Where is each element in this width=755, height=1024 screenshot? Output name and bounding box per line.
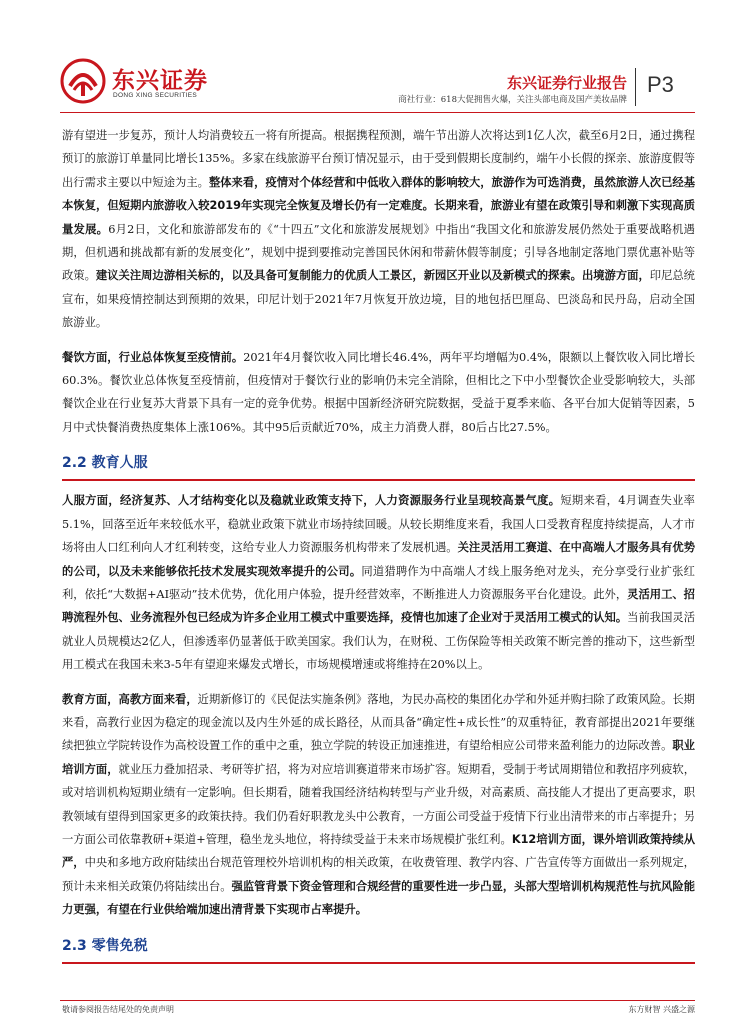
paragraph-catering: [62, 346, 695, 440]
company-logo: [60, 52, 250, 112]
emphasis-text: 餐饮方面，行业总体恢复至疫情前。: [62, 350, 244, 364]
body-text: 短期来看，4月调查失业率5.1%，回落至近年来较低水平，稳就业政策下就业市场持续回暖。从较长期维度来看，我国人口受教育程度持续提高，人才市场将由人口红利向人才红利转变，这给专业人力资源服务机构带来了发展机遇。: [62, 494, 695, 555]
logo-text-en: DONG XING SECURITIES: [113, 92, 198, 99]
report-title: 东兴证券行业报告: [506, 74, 627, 92]
footer-disclaimer: 敬请参阅报告结尾处的免责声明: [62, 1005, 174, 1014]
section-heading-retail-dutyfree: 2.3 零售免税: [62, 937, 148, 954]
emphasis-text: 建议关注周边游相关标的，以及具备可复制能力的优质人工景区，新园区开业以及新模式的探索。出境游方面，: [95, 269, 650, 283]
report-subtitle: 商社行业：618大促拥售火爆，关注头部电商及国产美妆品牌: [398, 95, 627, 105]
body-text: 6月2日，文化和旅游部发布的《“十四五”文化和旅游发展规划》中指出“我国文化和旅游发展仍然处于重要战略机遇期，但机遇和挑战都有新的发展变化”，规划中提到要推动完善国民休闲和带薪休假等制度；引导各地制定落地门票优惠补贴等政策。: [62, 222, 695, 283]
emphasis-text: 人服方面，经济复苏、人才结构变化以及稳就业政策支持下，人力资源服务行业呈现较高景气度。: [62, 494, 561, 508]
emphasis-text: 关注灵活用工赛道、在中高端人才服务具有优势的公司，以及未来能够依托技术发展实现效率提升的公司。: [62, 541, 695, 578]
emphasis-text: 职业培训方面，: [62, 739, 695, 776]
paragraph-tourism: [62, 124, 695, 335]
section-heading-rule: [62, 962, 695, 964]
dongxing-logo-icon: [60, 58, 106, 104]
page-header: [0, 0, 755, 118]
body-text: 同道猎聘作为中高端人才线上服务绝对龙头，充分享受行业扩张红利，依托“大数据+AI驱动”技术优势，优化用户体验，提升经营效率，不断推进人力资源服务平台化建设。此外，: [62, 564, 695, 601]
body-text: 印尼总统宣布，如果疫情控制达到预期的效果，印尼计划于2021年7月恢复开放边境，目的地包括巴厘岛、巴淡岛和民丹岛，启动全国旅游业。: [62, 269, 695, 330]
footer-rule: [60, 1000, 695, 1001]
body-text: 中央和多地方政府陆续出台规范管理校外培训机构的相关政策，在收费管理、教学内容、广告宣传等方面做出一系列规定，预计未来相关政策仍将陆续出台。: [62, 856, 695, 893]
emphasis-text: 灵活用工、招聘流程外包、业务流程外包已经成为许多企业用工模式中重要选择，疫情也加速了企业对于灵活用工模式的认知。: [62, 587, 695, 625]
paragraph-hr-services: [62, 489, 695, 676]
body-text: 就业压力叠加招录、考研等扩招，将为对应培训赛道带来市场扩容。短期看，受制于考试周期错位和教招序列疲软，或对培训机构短期业绩有一定影响。但长期看，随着我国经济结构转型与产业升级，对高素质、高技能人才提出了更高要求，职教领域有望得到国家更多的政策扶持。我们仍看好职教龙头中公教育，一方面公司受益于疫情下行业出清带来的市占率提升；另一方面公司依靠教研+渠道+管理，稳坐龙头地位，将持续受益于未来市场规模扩张红利。: [62, 762, 695, 846]
emphasis-text: 强监管背景下资金管理和合规经营的重要性进一步凸显，头部大型培训机构规范性与抗风险能力更强，有望在行业供给端加速出清背景下实现市占率提升。: [62, 879, 695, 917]
section-heading-education-hr: 2.2 教育人服: [62, 455, 148, 472]
report-body: [62, 124, 695, 972]
emphasis-text: K12培训方面，课外培训政策持续从严，: [62, 832, 696, 870]
section-heading-rule: [62, 479, 695, 481]
page-number: P3: [647, 72, 674, 97]
body-text: 游有望进一步复苏，预计人均消费较五一将有所提高。根据携程预测，端午节出游人次将达到1亿人次，截至6月2日，通过携程预订的旅游订单量同比增长135%。多家在线旅游平台预订情况显示，由于受到假期长度制约，端午小长假的探亲、旅游度假等出行需求主要以中短途为主。: [62, 129, 695, 189]
footer-slogan: 东方财智 兴盛之源: [628, 1005, 695, 1014]
body-text: 当前我国灵活就业人员规模达2亿人，但渗透率仍显著低于欧美国家。我们认为，在财税、工伤保险等相关政策不断完善的推动下，这些新型用工模式在我国未来3-5年有望迎来爆发式增长，市场规模增速或将维持在20%以上。: [62, 611, 695, 672]
logo-text-cn: 东兴证券: [112, 68, 208, 94]
body-text: 近期新修订的《民促法实施条例》落地，为民办高校的集团化办学和外延并购扫除了政策风险。长期来看，高教行业因为稳定的现金流以及内生外延的成长路径，从而具备“确定性+成长性”的双重特征，教育部提出2021年要继续把独立学院转设作为高校设置工作的重中之重，独立学院的转设正加速推进，有望给相应公司带来盈利能力的边际改善。: [62, 692, 695, 753]
body-text: 2021年4月餐饮收入同比增长46.4%，两年平均增幅为0.4%，限额以上餐饮收入同比增长60.3%。餐饮业总体恢复至疫情前，但疫情对于餐饮行业的影响仍未完全消除，但相比之下中小型餐饮企业受影响较大，头部餐饮企业在行业复苏大背景下具有一定的竞争优势。根据中国新经济研究院数据，受益于夏季来临、各平台加大促销等因素，5月中式快餐消费热度集体上涨106%。其中95后贡献近70%，成主力消费人群，80后占比27.5%。: [62, 350, 695, 434]
emphasis-text: 教育方面，高教方面来看，: [62, 692, 198, 706]
header-rule: [60, 112, 695, 113]
header-divider: [635, 68, 636, 106]
emphasis-text: 整体来看，疫情对个体经营和中低收入群体的影响较大，旅游作为可选消费，虽然旅游人次已经基本恢复，但短期内旅游收入较2019年实现完全恢复及增长仍有一定难度。长期来看，旅游业有望在政策引导和刺激下实现高质量发展。: [62, 175, 695, 236]
paragraph-education: [62, 688, 695, 922]
